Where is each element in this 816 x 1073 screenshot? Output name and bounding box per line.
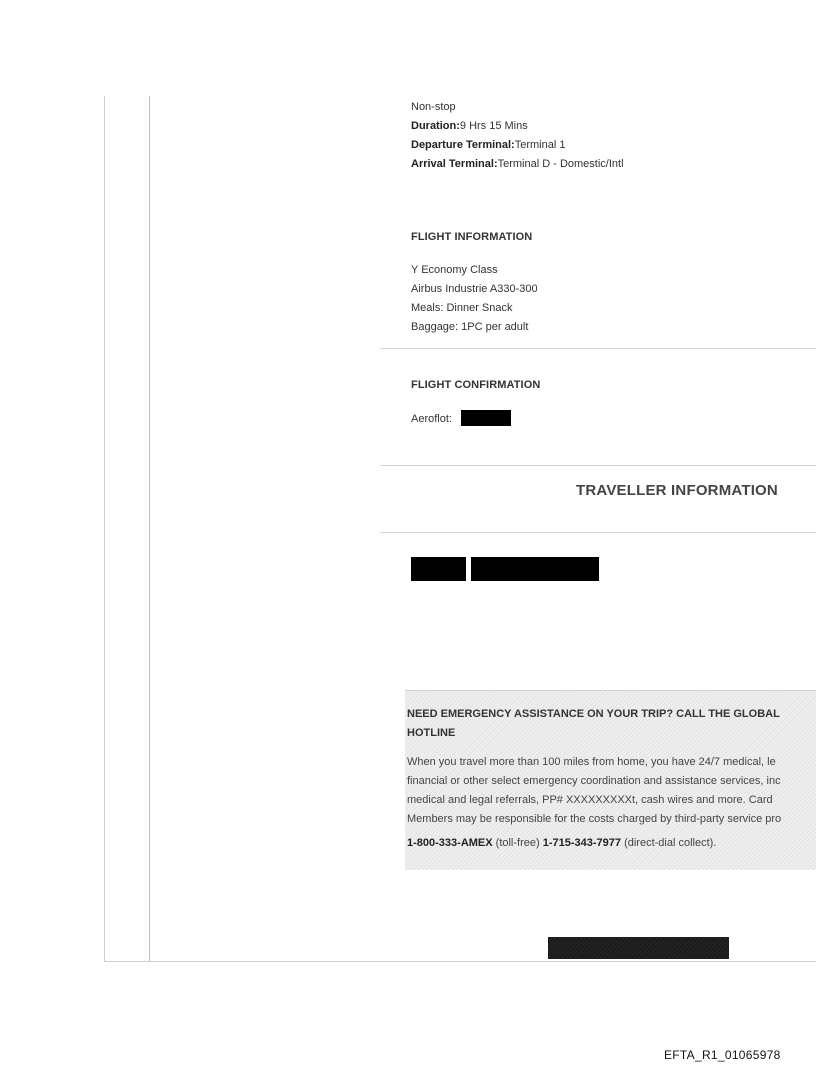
emergency-body-line: When you travel more than 100 miles from home, you have 24/7 medical, le	[407, 756, 776, 768]
cabin-class: Y Economy Class	[411, 264, 498, 276]
departure-terminal-value: Terminal 1	[514, 139, 566, 151]
duration-label: Duration:	[411, 120, 460, 132]
aircraft-type: Airbus Industrie A330-300	[411, 283, 538, 295]
emergency-body-line: financial or other select emergency coordination and assistance services, inc	[407, 775, 781, 787]
duration-row	[411, 117, 624, 136]
flight-details	[411, 98, 624, 174]
emergency-title-line: NEED EMERGENCY ASSISTANCE ON YOUR TRIP? CALL THE GLOBAL	[407, 708, 780, 720]
redaction-box	[471, 557, 599, 581]
baggage-text: Baggage: 1PC per adult	[411, 321, 529, 333]
document-id: EFTA_R1_01065978	[664, 1048, 781, 1062]
frame-border-bottom	[104, 961, 816, 962]
flight-information-title: FLIGHT INFORMATION	[411, 231, 533, 243]
flight-information-list	[411, 261, 538, 337]
divider	[380, 532, 816, 533]
divider	[380, 465, 816, 466]
toll-free-number: 1-800-333-AMEX	[407, 837, 493, 849]
divider	[380, 348, 816, 349]
stops-text: Non-stop	[411, 101, 456, 113]
departure-terminal-row	[411, 136, 624, 155]
redaction-box	[461, 410, 511, 426]
arrival-terminal-row	[411, 155, 624, 174]
meals-text: Meals: Dinner Snack	[411, 302, 513, 314]
frame-border-left-outer	[104, 96, 105, 962]
frame-border-left-inner	[149, 96, 150, 962]
departure-terminal-label: Departure Terminal:	[411, 139, 515, 151]
emergency-phone-line	[407, 834, 716, 853]
redaction-box	[411, 557, 466, 581]
arrival-terminal-label: Arrival Terminal:	[411, 158, 498, 170]
duration-value: 9 Hrs 15 Mins	[459, 120, 528, 132]
direct-dial-note: (direct-dial collect).	[621, 837, 717, 849]
emergency-title	[407, 705, 816, 743]
arrival-terminal-value: Terminal D - Domestic/Intl	[497, 158, 624, 170]
confirmation-row	[411, 410, 452, 429]
airline-label: Aeroflot:	[411, 413, 452, 425]
emergency-body-line: medical and legal referrals, PP# XXXXXXXXXt, cash wires and more. Card	[407, 794, 773, 806]
redaction-stamp	[548, 937, 729, 959]
emergency-assistance-panel	[405, 690, 816, 870]
traveller-information-heading: TRAVELLER INFORMATION	[576, 482, 778, 499]
direct-dial-number: 1-715-343-7977	[542, 837, 622, 849]
toll-free-note: (toll-free)	[492, 837, 543, 849]
emergency-title-line: HOTLINE	[407, 727, 456, 739]
emergency-body-line: Members may be responsible for the costs charged by third-party service pro	[407, 813, 782, 825]
flight-confirmation-title: FLIGHT CONFIRMATION	[411, 379, 541, 391]
emergency-body	[407, 753, 781, 829]
